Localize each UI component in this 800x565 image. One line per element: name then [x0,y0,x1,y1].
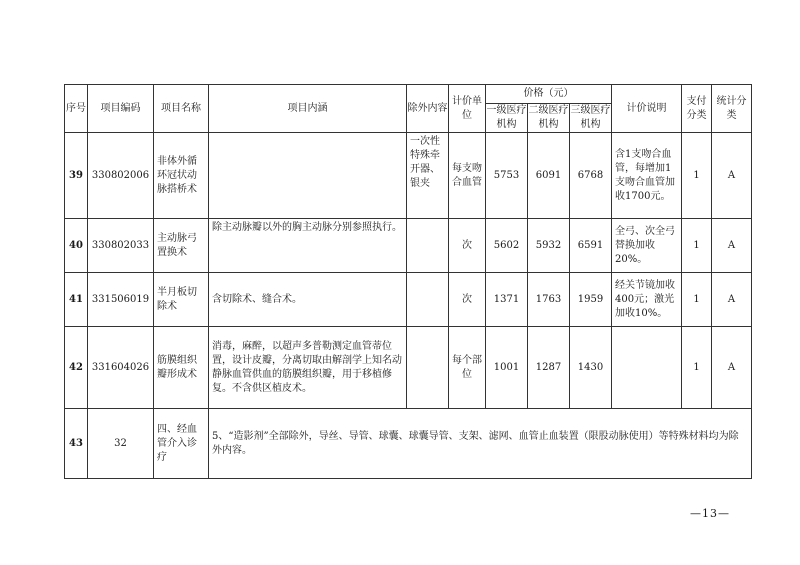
row-payment: 1 [682,219,712,273]
row-notes: 含1支吻合血管，每增加1支吻合血管加收1700元。 [612,133,682,219]
row-content: 消毒，麻醉，以超声多普勒测定血管蒂位置，设计皮瓣，分离切取由解剖学上知名动静脉血管供血的筋膜组织瓣，用于移植修复。不含供区植皮术。 [209,327,407,409]
row-stat: A [712,133,752,219]
price-table [64,84,752,479]
row-stat: A [712,273,752,327]
row-level2: 1287 [528,327,570,409]
row-code: 331604026 [88,327,154,409]
row-excluded [407,327,449,409]
row-notes [612,327,682,409]
row-level2: 5932 [528,219,570,273]
row-level3: 1430 [570,327,612,409]
row-seq: 41 [65,273,88,327]
row-payment: 1 [682,133,712,219]
row-notes: 经关节镜加收400元；激光加收10%。 [612,273,682,327]
row-excluded [407,219,449,273]
row-seq: 39 [65,133,88,219]
page-number: —13— [690,507,730,520]
header-unit: 计价单位 [449,85,486,133]
row-name: 筋膜组织瓣形成术 [154,327,209,409]
header-level1: 一级医疗机构 [486,104,528,133]
table-row [65,133,752,219]
row-name: 半月板切除术 [154,273,209,327]
row-seq: 42 [65,327,88,409]
row-payment: 1 [682,327,712,409]
header-stat: 统计分类 [712,85,752,133]
row-name: 主动脉弓置换术 [154,219,209,273]
row-unit: 每支吻合血管 [449,133,486,219]
row-seq: 43 [65,409,88,479]
row-level3: 1959 [570,273,612,327]
row-code: 330802006 [88,133,154,219]
header-content: 项目内涵 [209,85,407,133]
row-payment: 1 [682,273,712,327]
row-level2: 1763 [528,273,570,327]
table-row [65,219,752,273]
row-name: 非体外循环冠状动脉搭桥术 [154,133,209,219]
row-level1: 5602 [486,219,528,273]
table-row [65,327,752,409]
row-excluded: 一次性特殊牵开器、银夹 [407,133,449,219]
table-row [65,409,752,479]
row-content [209,133,407,219]
table-row [65,273,752,327]
header-seq: 序号 [65,85,88,133]
row-description: 5、“造影剂”全部除外，导丝、导管、球囊、球囊导管、支架、滤网、血管止血装置（限股动脉使用）等特殊材料均为除外内容。 [209,409,752,479]
row-code: 32 [88,409,154,479]
row-notes: 全弓、次全弓替换加收20%。 [612,219,682,273]
row-level3: 6768 [570,133,612,219]
row-code: 331506019 [88,273,154,327]
row-unit: 次 [449,273,486,327]
header-level2: 二级医疗机构 [528,104,570,133]
row-stat: A [712,219,752,273]
row-seq: 40 [65,219,88,273]
header-notes: 计价说明 [612,85,682,133]
header-code: 项目编码 [88,85,154,133]
header-excluded: 除外内容 [407,85,449,133]
row-content: 除主动脉瓣以外的胸主动脉分别参照执行。 [209,219,407,273]
row-name: 四、经血管介入诊疗 [154,409,209,479]
row-excluded [407,273,449,327]
row-code: 330802033 [88,219,154,273]
row-content: 含切除术、缝合术。 [209,273,407,327]
header-level3: 三级医疗机构 [570,104,612,133]
header-payment: 支付分类 [682,85,712,133]
row-level2: 6091 [528,133,570,219]
row-unit: 次 [449,219,486,273]
header-name: 项目名称 [154,85,209,133]
row-level1: 1371 [486,273,528,327]
header-price: 价格（元） [486,85,612,104]
row-stat: A [712,327,752,409]
row-level1: 5753 [486,133,528,219]
row-level1: 1001 [486,327,528,409]
row-unit: 每个部位 [449,327,486,409]
row-level3: 6591 [570,219,612,273]
